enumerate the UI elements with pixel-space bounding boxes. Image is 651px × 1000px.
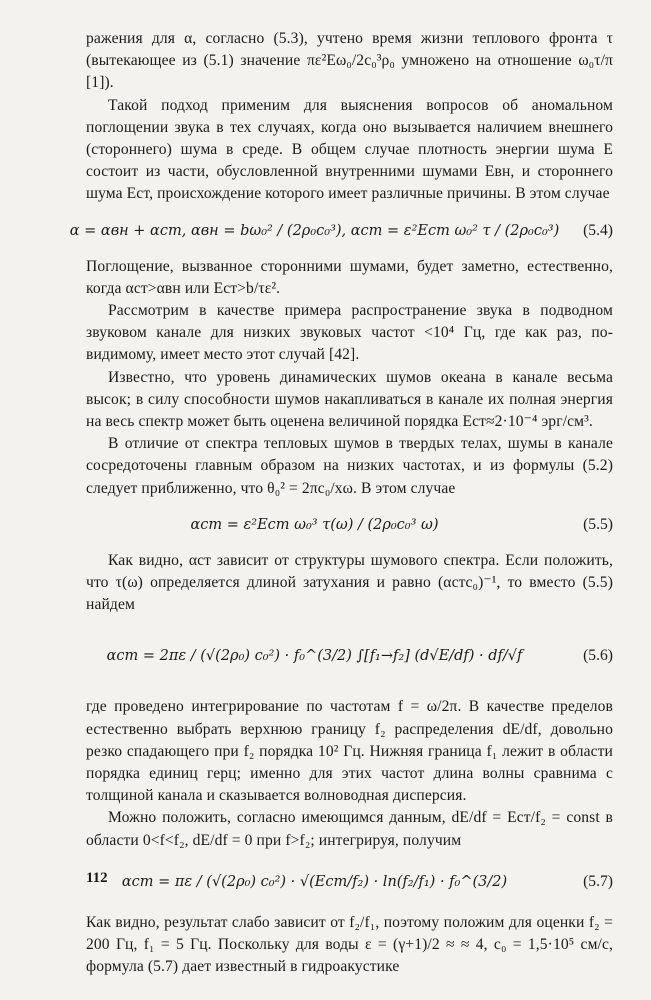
paragraph-6: В отличие от спектра тепловых шумов в твердых телах, шумы в канале сосредоточены главным образом на низких частотах, и из формулы (5.2) следует приближенно, что θ₀² = 2πc₀/xω. В этом случае xyxy=(86,435,613,497)
equation-5-4 xyxy=(69,206,613,256)
equation-5-6 xyxy=(86,616,613,696)
equation-5-4-body: α = αвн + αст, αвн = bω₀² / (2ρ₀c₀³), αст = ε²Eст ω₀² τ / (2ρ₀c₀³) xyxy=(69,222,560,239)
equation-5-6-number: (5.6) xyxy=(583,647,613,665)
paragraph-1: ражения для α, согласно (5.3), учтено время жизни теплового фронта τ (вытекающее из (5.1) значение πε²Eω₀/2c₀³ρ₀ умножено на отношение ω₀τ/π [1]). xyxy=(86,30,613,92)
equation-5-7-body: αст = πε / (√(2ρ₀) c₀²) · √(Eст/f₂) · ln(f₂/f₁) · f₀^(3/2) xyxy=(121,873,508,890)
paragraph-7: Как видно, αст зависит от структуры шумового спектра. Если положить, что τ(ω) определяется длиной затухания и равно (αстc₀)⁻¹, то вместо (5.5) найдем xyxy=(86,551,613,614)
paragraph-9: Можно положить, согласно имеющимся данным, dE/df = Eст/f₂ = const в области 0<f<f₂, dE/df = 0 при f>f₂; интегрируя, получим xyxy=(86,809,613,849)
paragraph-8: где проведено интегрирование по частотам f = ω/2π. В качестве пределов естественно выбрать верхнюю границу f₂ распределения dE/df, довольно резко спадающего при f₂ порядка 10² Гц. Нижняя граница f₁ лежит в области порядка единиц герц; именно для этих частот длина волны сравнима с толщиной канала и сказывается волноводная дисперсия. xyxy=(86,698,613,805)
equation-5-7 xyxy=(86,852,613,912)
equation-5-5-body: αст = ε²Eст ω₀³ τ(ω) / (2ρ₀c₀³ ω) xyxy=(190,516,439,533)
equation-5-5 xyxy=(86,500,613,550)
paragraph-2: Такой подход применим для выяснения вопросов об аномальном поглощении звука в тех случаях, когда оно вызывается наличием внешнего (стороннего) шума в среде. В общем случае плотность энергии шума E состоит из части, обусловленной внутренними шумами Eвн, и стороннего шума Eст, происхождение которого имеет различные причины. В этом случае xyxy=(86,96,613,203)
paragraph-10: Как видно, результат слабо зависит от f₂/f₁, поэтому положим для оценки f₂ = 200 Гц, f₁ = 5 Гц. Поскольку для воды ε = (γ+1)/2 ≈ ≈ 4, c₀ = 1,5·10⁵ см/с, формула (5.7) дает известный в гидроакустике xyxy=(86,913,613,976)
equation-5-6-body: αст = 2πε / (√(2ρ₀) c₀²) · f₀^(3/2) ∫[f₁→f₂] (d√E/df) · df/√f xyxy=(106,648,523,665)
equation-5-4-number: (5.4) xyxy=(583,221,613,239)
equation-5-7-number: (5.7) xyxy=(583,872,613,890)
paragraph-5: Известно, что уровень динамических шумов океана в канале весьма высок; в силу способности шумов накапливаться в канале их полная энергия на весь спектр может быть оценена величиной порядка Eст≈2·10⁻⁴ эрг/см³. xyxy=(86,368,613,431)
equation-5-5-number: (5.5) xyxy=(583,515,613,533)
paragraph-4: Рассмотрим в качестве примера распространение звука в подводном звуковом канале для низких звуковых частот <10⁴ Гц, где как раз, по-видимому, имеет место этот случай [42]. xyxy=(86,302,613,364)
paragraph-3: Поглощение, вызванное сторонними шумами, будет заметно, естественно, когда αст>αвн или Eст>b/τε². xyxy=(86,257,613,297)
page-number: 112 xyxy=(86,870,108,886)
